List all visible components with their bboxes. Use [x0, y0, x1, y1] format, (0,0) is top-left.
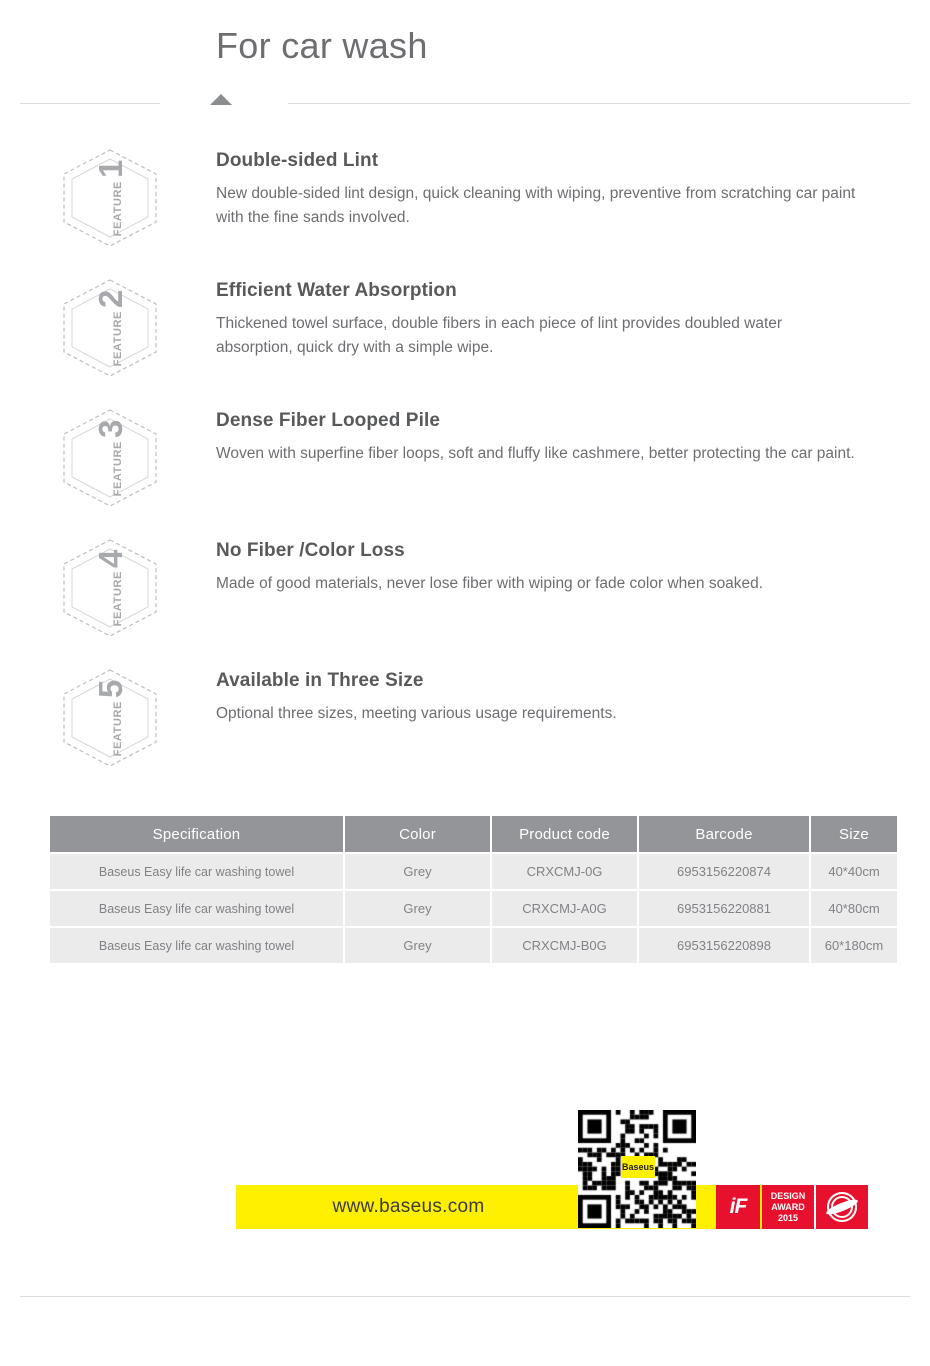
page-header — [0, 0, 930, 116]
design-award-badge — [762, 1185, 814, 1229]
table-row — [50, 854, 897, 889]
feature-number: 3 — [91, 419, 129, 439]
feature-heading: Efficient Water Absorption — [216, 280, 457, 301]
feature-list — [0, 116, 930, 770]
column-header-product-code: Product code — [492, 816, 637, 852]
divider-right-segment — [288, 103, 910, 104]
feature-word: FEATURE — [111, 441, 124, 497]
feature-heading: Double-sided Lint — [216, 150, 379, 171]
feature-word: FEATURE — [111, 311, 124, 367]
feature-text — [164, 272, 930, 360]
page-footer — [0, 1095, 930, 1295]
feature-body: Woven with superfine fiber loops, soft and fluffy like cashmere, better protecting the car paint. — [216, 445, 855, 462]
feature-body: New double-sided lint design, quick cleaning with wiping, preventive from scratching car paint with the fine sands involved. — [216, 185, 856, 226]
qr-code-icon — [578, 1110, 696, 1228]
cell-barcode: 6953156220881 — [639, 891, 809, 926]
feature-number: 1 — [91, 159, 129, 179]
feature-word: FEATURE — [111, 181, 124, 237]
award-badges — [716, 1185, 868, 1229]
cell-barcode: 6953156220874 — [639, 854, 809, 889]
cell-size: 60*180cm — [811, 928, 897, 963]
feature-word: FEATURE — [111, 701, 124, 757]
feature-number: 2 — [91, 289, 129, 309]
feature-text — [164, 142, 930, 230]
feature-heading: Dense Fiber Looped Pile — [216, 410, 441, 431]
feature-item — [0, 142, 930, 250]
feature-body: Optional three sizes, meeting various usage requirements. — [216, 705, 617, 722]
hexagon-badge-label — [58, 144, 162, 252]
cell-specification: Baseus Easy life car washing towel — [50, 854, 343, 889]
feature-item — [0, 662, 930, 770]
feature-text — [164, 662, 930, 726]
hexagon-badge-icon — [56, 276, 164, 380]
hexagon-badge-icon — [56, 536, 164, 640]
feature-word: FEATURE — [111, 571, 124, 627]
caret-up-icon — [210, 94, 232, 105]
feature-body: Made of good materials, never lose fiber with wiping or fade color when soaked. — [216, 575, 764, 592]
hexagon-badge-label — [58, 664, 162, 772]
hexagon-badge-icon — [56, 146, 164, 250]
hexagon-badge-icon — [56, 666, 164, 770]
footer-divider — [20, 1296, 910, 1297]
table-row — [50, 891, 897, 926]
column-header-barcode: Barcode — [639, 816, 809, 852]
cell-color: Grey — [345, 928, 490, 963]
hexagon-badge-label — [58, 404, 162, 512]
hexagon-badge-label — [58, 534, 162, 642]
hexagon-badge-label — [58, 274, 162, 382]
header-divider — [0, 103, 930, 105]
cell-barcode: 6953156220898 — [639, 928, 809, 963]
if-award-icon: iF — [716, 1185, 760, 1229]
feature-item — [0, 532, 930, 640]
divider-left-segment — [20, 103, 160, 104]
feature-body: Thickened towel surface, double fibers in each piece of lint provides doubled water absorption, quick dry with a simple wipe. — [216, 315, 783, 356]
feature-text — [164, 402, 930, 466]
feature-text — [164, 532, 930, 596]
cell-size: 40*40cm — [811, 854, 897, 889]
cell-size: 40*80cm — [811, 891, 897, 926]
cell-product-code: CRXCMJ-0G — [492, 854, 637, 889]
cell-product-code: CRXCMJ-B0G — [492, 928, 637, 963]
column-header-size: Size — [811, 816, 897, 852]
table-header-row — [50, 816, 897, 852]
qr-brand-label: Baseus — [621, 1156, 655, 1178]
feature-heading: Available in Three Size — [216, 670, 424, 691]
feature-number: 5 — [91, 679, 129, 699]
design-award-line2: AWARD — [771, 1201, 805, 1212]
feature-number: 4 — [91, 549, 129, 569]
cell-product-code: CRXCMJ-A0G — [492, 891, 637, 926]
feature-item — [0, 402, 930, 510]
table-row — [50, 928, 897, 963]
cell-specification: Baseus Easy life car washing towel — [50, 928, 343, 963]
specification-table — [48, 814, 899, 965]
feature-item — [0, 272, 930, 380]
column-header-color: Color — [345, 816, 490, 852]
feature-heading: No Fiber /Color Loss — [216, 540, 405, 561]
cell-color: Grey — [345, 891, 490, 926]
page-title: For car wash — [216, 25, 428, 66]
cell-specification: Baseus Easy life car washing towel — [50, 891, 343, 926]
specification-table-wrapper — [0, 792, 930, 965]
cell-color: Grey — [345, 854, 490, 889]
design-award-line3: 2015 — [777, 1212, 799, 1223]
hexagon-badge-icon — [56, 406, 164, 510]
design-award-line1: DESIGN — [770, 1190, 806, 1201]
website-url[interactable]: www.baseus.com — [332, 1196, 485, 1217]
red-dot-award-icon — [816, 1185, 868, 1229]
column-header-specification: Specification — [50, 816, 343, 852]
